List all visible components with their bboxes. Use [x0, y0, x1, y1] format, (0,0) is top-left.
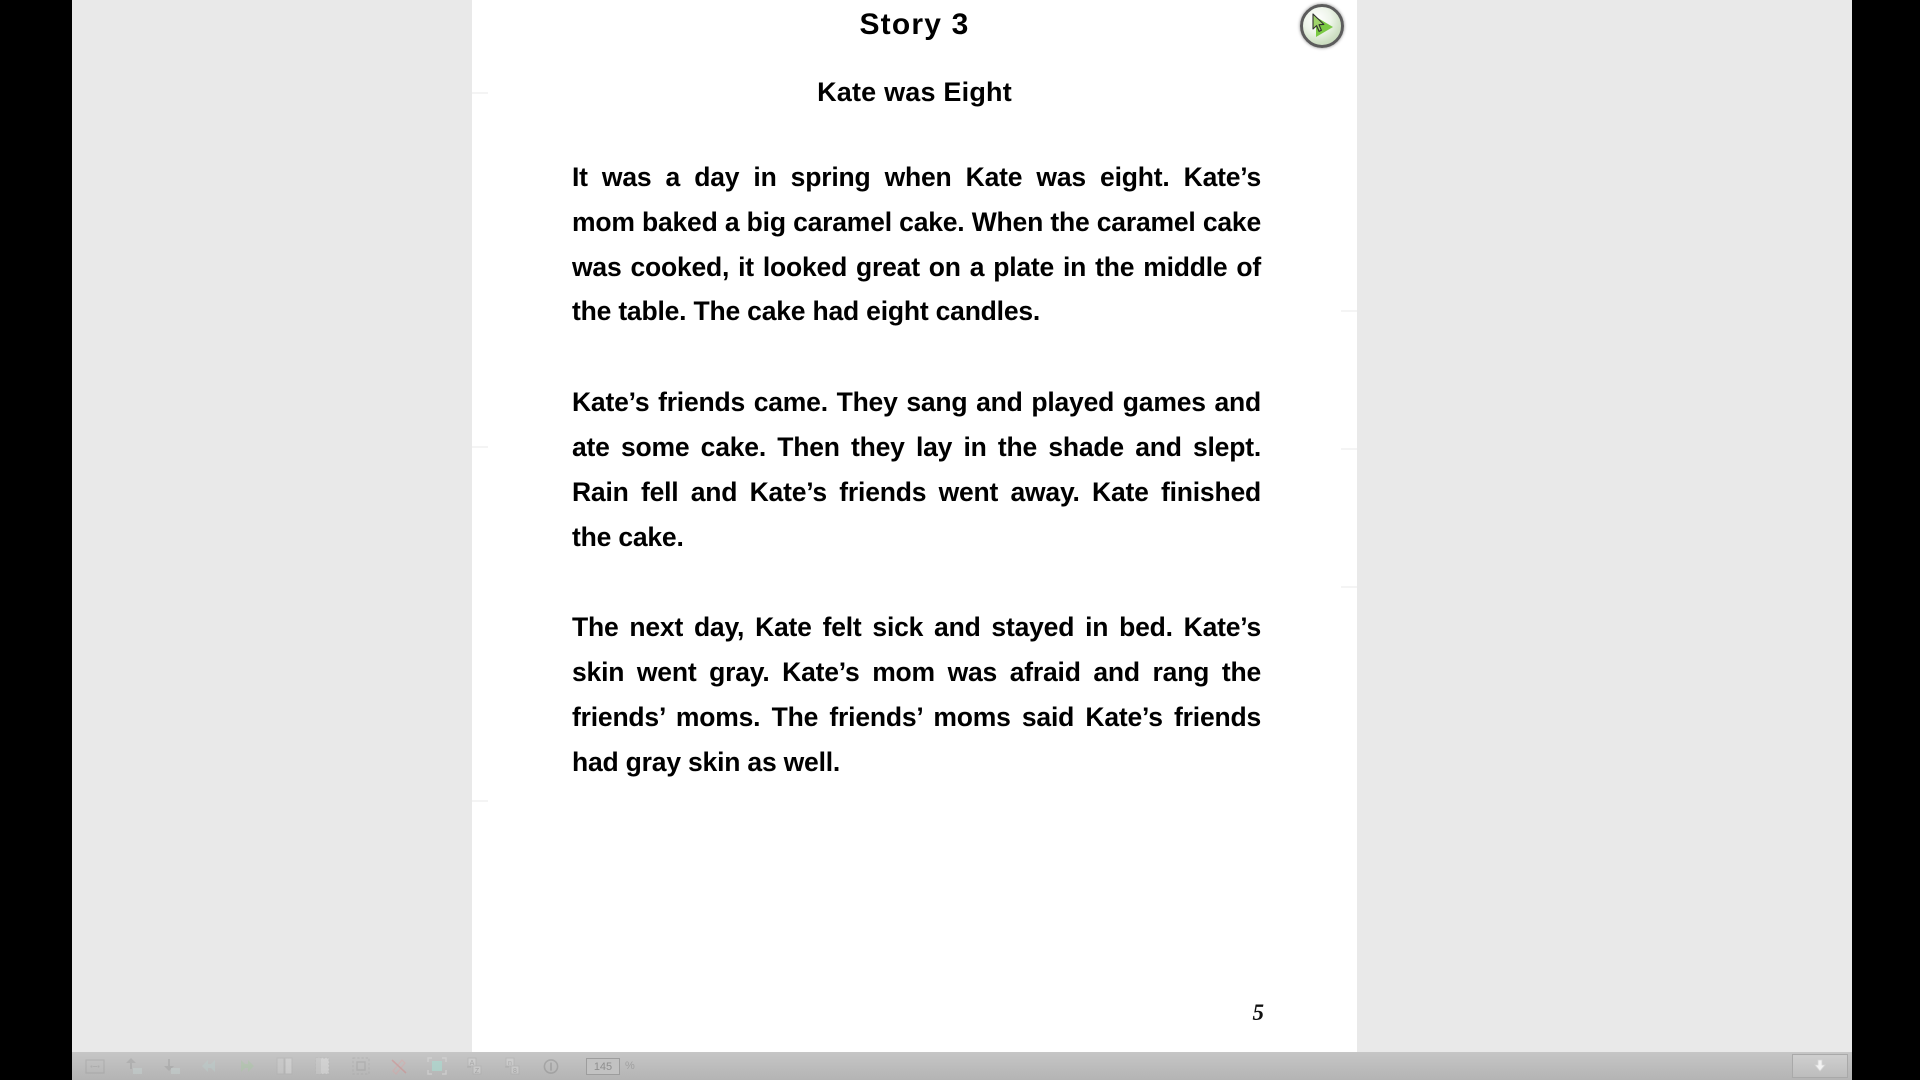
toolbar-right-gutter [1852, 1052, 1920, 1080]
page-reorder-icon [503, 1057, 523, 1076]
page-edge-tick [1341, 448, 1357, 450]
next-page-button[interactable] [158, 1055, 184, 1077]
story-paragraph: The next day, Kate felt sick and stayed in bed. Kate’s skin went gray. Kate’s mom was afraid and rang the friends’ moms. The friends’ moms said Kate’s friends had gray skin as well. [572, 612, 1261, 777]
previous-page-button[interactable] [120, 1055, 146, 1077]
info-button[interactable] [538, 1055, 564, 1077]
page-number: 5 [1252, 1000, 1264, 1025]
fit-page-icon [85, 1059, 105, 1074]
bottom-toolbar[interactable] [72, 1052, 1852, 1080]
zoom-input[interactable]: 145 [586, 1058, 620, 1075]
toolbar-button-group [82, 1055, 1792, 1077]
scroll-down-button[interactable] [1792, 1054, 1848, 1078]
story-body [572, 155, 1261, 785]
story-title: Story 3 [859, 8, 970, 41]
zoom-unit-label: % [625, 1060, 635, 1072]
document-workspace[interactable] [72, 0, 1852, 1052]
document-page[interactable] [472, 0, 1357, 1052]
story-subtitle: Kate was Eight [817, 77, 1012, 107]
single-page-icon [313, 1057, 333, 1075]
sort-az-button[interactable] [462, 1055, 488, 1077]
right-black-gutter [1852, 0, 1920, 1052]
dashed-square-icon [351, 1057, 371, 1075]
zoom-control[interactable] [586, 1058, 635, 1075]
svg-text:A: A [469, 1059, 475, 1067]
fit-page-button[interactable] [82, 1055, 108, 1077]
arrow-down-page-icon [160, 1057, 182, 1076]
svg-text:n: n [508, 1059, 512, 1067]
page-edge-tick [472, 446, 488, 448]
two-page-spread-icon [275, 1057, 295, 1075]
toolbar-left-gutter [0, 1052, 72, 1080]
arrow-up-page-icon [122, 1057, 144, 1076]
red-crossed-pen-icon [389, 1057, 409, 1075]
page-edge-tick [1341, 310, 1357, 312]
svg-text:8: 8 [513, 1067, 517, 1075]
story-paragraph: Kate’s friends came. They sang and played games and ate some cake. Then they lay in the shade and slept. Rain fell and Kate’s friends went away. Kate finished the cake. [572, 387, 1261, 552]
info-circle-icon [543, 1058, 559, 1075]
play-button[interactable] [1300, 4, 1344, 48]
page-edge-tick [472, 800, 488, 802]
a-to-z-sort-icon [465, 1057, 485, 1076]
left-black-gutter [0, 0, 72, 1052]
back-button[interactable] [196, 1055, 222, 1077]
select-region-button[interactable] [348, 1055, 374, 1077]
story-paragraph: It was a day in spring when Kate was eight. Kate’s mom baked a big caramel cake. When the caramel cake was cooked, it looked great on a plate in the middle of the table. The cake had eight candles. [572, 162, 1261, 327]
highlight-button[interactable] [424, 1055, 450, 1077]
arrow-down-icon [1812, 1058, 1828, 1074]
forward-button[interactable] [234, 1055, 260, 1077]
page-edge-tick [1341, 586, 1357, 588]
erase-annotation-button[interactable] [386, 1055, 412, 1077]
green-highlight-square-icon [426, 1056, 448, 1076]
single-page-view-button[interactable] [310, 1055, 336, 1077]
double-chevron-left-icon [198, 1058, 220, 1074]
reorder-pages-button[interactable] [500, 1055, 526, 1077]
two-page-view-button[interactable] [272, 1055, 298, 1077]
svg-text:Z: Z [474, 1067, 480, 1075]
mouse-pointer-cursor [1312, 13, 1326, 33]
double-chevron-right-icon [236, 1058, 258, 1074]
